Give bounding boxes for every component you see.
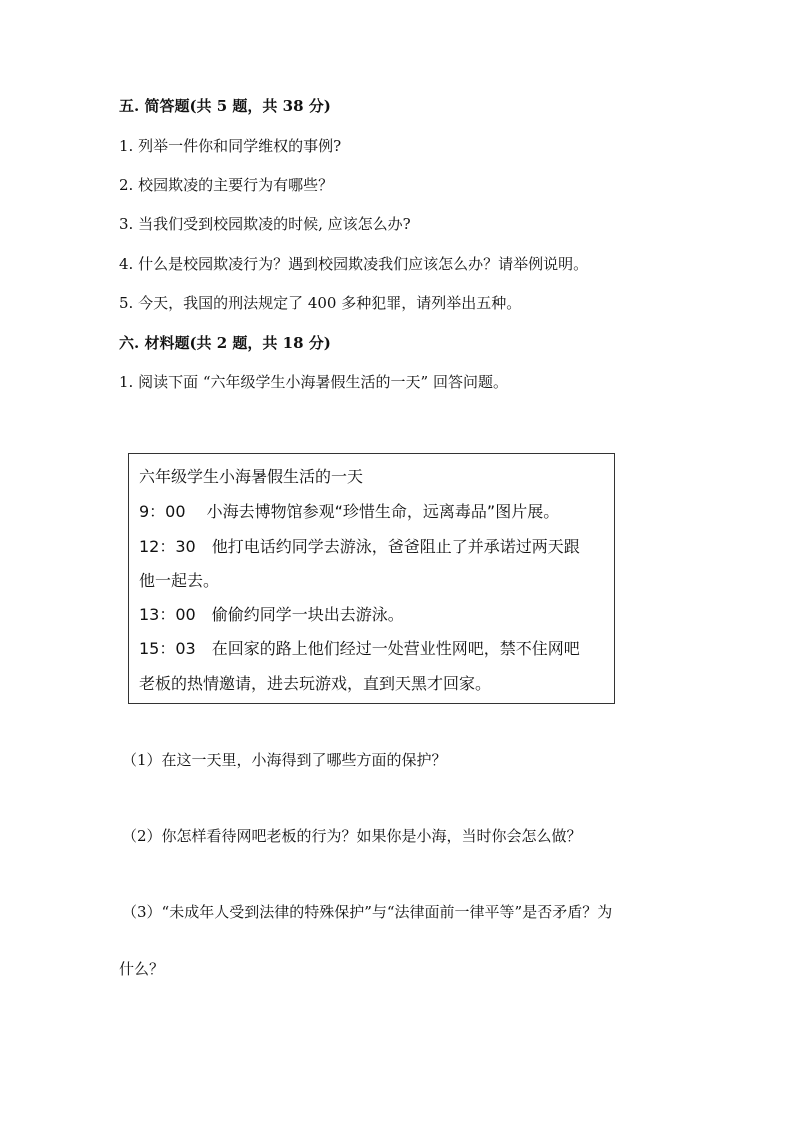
sub-question-2: （2）你怎样看待网吧老板的行为？如果你是小海，当时你会怎么做？ — [122, 827, 582, 845]
sub-question-3-cont: 什么？ — [119, 960, 165, 978]
question-5-2: 2. 校园欺凌的主要行为有哪些？ — [119, 176, 334, 194]
material-line: 9：00 小海去博物馆参观“珍惜生命，远离毒品”图片展。 — [139, 502, 560, 521]
section5-heading: 五. 简答题(共 5 题，共 38 分) — [119, 97, 331, 115]
material-line: 13：00 偷偷约同学一块出去游泳。 — [139, 605, 404, 624]
material-line: 他一起去。 — [139, 571, 220, 590]
sub-question-1: （1）在这一天里，小海得到了哪些方面的保护？ — [122, 751, 447, 769]
sub-question-3: （3）“未成年人受到法律的特殊保护”与“法律面前一律平等”是否矛盾？为 — [122, 903, 613, 921]
material-title: 六年级学生小海暑假生活的一天 — [139, 467, 364, 486]
question-5-4: 4. 什么是校园欺凌行为？遇到校园欺凌我们应该怎么办？请举例说明。 — [119, 255, 589, 273]
material-line: 12：30 他打电话约同学去游泳，爸爸阻止了并承诺过两天跟 — [139, 537, 580, 556]
question-6-1-intro: 1. 阅读下面 “六年级学生小海暑假生活的一天” 回答问题。 — [119, 373, 508, 391]
material-box — [128, 453, 615, 704]
question-5-5: 5. 今天，我国的刑法规定了 400 多种犯罪，请列举出五种。 — [119, 294, 522, 312]
material-line: 15：03 在回家的路上他们经过一处营业性网吧，禁不住网吧 — [139, 639, 580, 658]
question-5-3: 3. 当我们受到校园欺凌的时候, 应该怎么办? — [119, 215, 411, 233]
material-line: 老板的热情邀请，进去玩游戏，直到天黑才回家。 — [139, 674, 492, 693]
question-5-1: 1. 列举一件你和同学维权的事例? — [119, 137, 342, 155]
section6-heading: 六. 材料题(共 2 题，共 18 分) — [119, 334, 331, 352]
